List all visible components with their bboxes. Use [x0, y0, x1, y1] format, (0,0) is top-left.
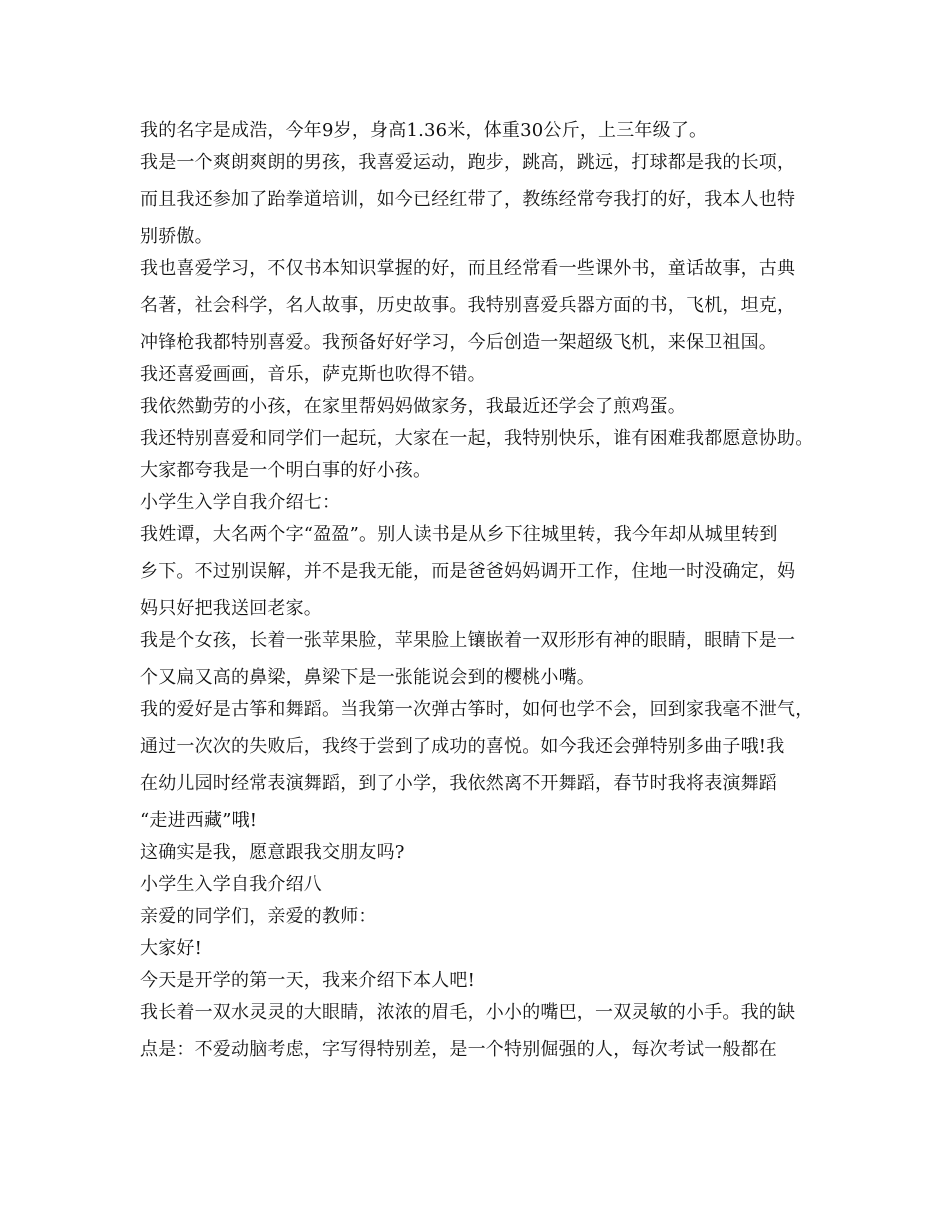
text-line: 乡下。不过别误解，并不是我无能，而是爸爸妈妈调开工作，住地一时没确定，妈: [140, 561, 796, 582]
text-line: 我的爱好是古筝和舞蹈。当我第一次弹古筝时，如何也学不会，回到家我毫不泄气，: [140, 699, 814, 720]
text-line: 今天是开学的第一天，我来介绍下本人吧!: [140, 970, 476, 991]
text-line: 我也喜爱学习，不仅书本知识掌握的好，而且经常看一些课外书，童话故事，古典: [140, 258, 796, 279]
text-line: 点是：不爱动脑考虑，字写得特别差，是一个特别倔强的人，每次考试一般都在: [140, 1039, 777, 1060]
text-line: 我依然勤劳的小孩，在家里帮妈妈做家务，我最近还学会了煎鸡蛋。: [140, 396, 686, 417]
text-line: 这确实是我，愿意跟我交朋友吗?: [140, 842, 405, 863]
text-line: 我还特别喜爱和同学们一起玩，大家在一起，我特别快乐，谁有困难我都愿意协助。: [140, 428, 814, 449]
section-heading: 小学生入学自我介绍八: [140, 874, 322, 895]
text-line: 亲爱的同学们，亲爱的教师：: [140, 906, 377, 927]
text-line: 我姓谭，大名两个字“盈盈”。别人读书是从乡下往城里转，我今年却从城里转到: [140, 524, 778, 545]
text-line: 个又扁又高的鼻梁，鼻梁下是一张能说会到的樱桃小嘴。: [140, 667, 595, 688]
text-line: 大家好!: [140, 938, 203, 959]
text-line: 在幼儿园时经常表演舞蹈，到了小学，我依然离不开舞蹈，春节时我将表演舞蹈: [140, 773, 777, 794]
text-line: 大家都夸我是一个明白事的好小孩。: [140, 460, 432, 481]
text-line: 冲锋枪我都特别喜爱。我预备好好学习，今后创造一架超级飞机，来保卫祖国。: [140, 332, 777, 353]
text-line: 妈只好把我送回老家。: [140, 598, 322, 619]
text-line: 我是一个爽朗爽朗的男孩，我喜爱运动，跑步，跳高，跳远，打球都是我的长项，: [140, 152, 796, 173]
text-line: 通过一次次的失败后，我终于尝到了成功的喜悦。如今我还会弹特别多曲子哦!我: [140, 736, 785, 757]
text-line: 我还喜爱画画，音乐，萨克斯也吹得不错。: [140, 364, 486, 385]
text-line: 我长着一双水灵灵的大眼睛，浓浓的眉毛，小小的嘴巴，一双灵敏的小手。我的缺: [140, 1002, 796, 1023]
text-line: 别骄傲。: [140, 226, 213, 247]
text-line: 名著，社会科学，名人故事，历史故事。我特别喜爱兵器方面的书，飞机，坦克，: [140, 295, 796, 316]
text-line: 我的名字是成浩，今年9岁，身高1.36米，体重30公斤，上三年级了。: [140, 120, 708, 141]
document-body: [140, 117, 830, 1068]
text-line: 我是个女孩，长着一张苹果脸，苹果脸上镶嵌着一双形形有神的眼睛，眼睛下是一: [140, 630, 796, 651]
text-line: “走进西藏”哦!: [140, 810, 258, 831]
text-line: 而且我还参加了跆拳道培训，如今已经红带了，教练经常夸我打的好，我本人也特: [140, 189, 796, 210]
section-heading: 小学生入学自我介绍七：: [140, 492, 341, 513]
